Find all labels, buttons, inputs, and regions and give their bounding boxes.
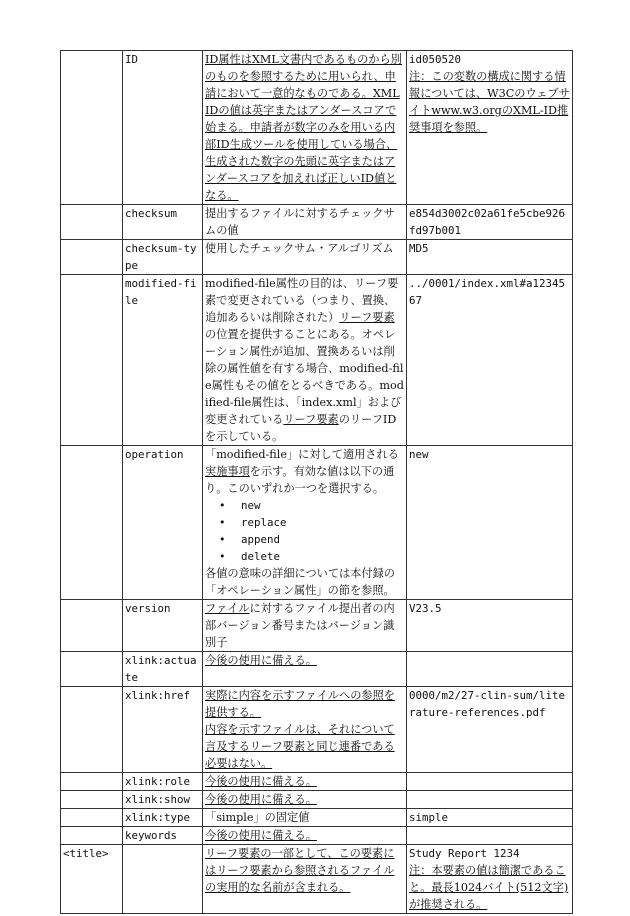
element-cell — [61, 809, 123, 827]
example-value — [407, 652, 573, 687]
list-item: • replace — [241, 514, 404, 531]
table-row — [61, 652, 573, 687]
attribute-table — [60, 50, 573, 914]
example-value: Study Report 1234 — [409, 847, 520, 860]
leaf-element-link[interactable]: リーフ要素 — [339, 311, 395, 324]
attribute-description: modified-file属性の目的は、リーフ要素で変更されている（つまり、置換、追加あるいは削除された）リーフ要素の位置を提供することにある。オペレーション属性が追加、置換あるいは削除の属性値を有する場合、modified-file属性もその値をとるべきである。modified-file属性は、「index.xml」および変更されているリーフ要素のリーフIDを示している。 — [203, 275, 407, 446]
table-row — [61, 240, 573, 275]
example-value — [407, 827, 573, 845]
attribute-name: checksum-type — [123, 240, 203, 275]
attribute-description: 今後の使用に備える。 — [203, 652, 407, 687]
attribute-name — [123, 845, 203, 914]
table-row — [61, 600, 573, 652]
list-item: • new — [241, 497, 404, 514]
file-link[interactable]: ファイル — [205, 602, 250, 615]
example-note: 注：この変数の構成に関する情報については、W3Cのウェブサイトwww.w3.orgのXML-ID推奨事項を参照。 — [409, 70, 570, 134]
attribute-description: 今後の使用に備える。 — [203, 791, 407, 809]
example-value: id050520 — [409, 53, 462, 66]
table-row — [61, 845, 573, 914]
example-value — [407, 773, 573, 791]
element-cell — [61, 275, 123, 446]
attribute-description: 実際に内容を示すファイルへの参照を提供する。 内容を示すファイルは、それについて言及するリーフ要素と同じ連番である必要はない。 — [203, 687, 407, 773]
element-example — [407, 845, 573, 914]
table-row — [61, 791, 573, 809]
table-row — [61, 51, 573, 205]
table-row — [61, 773, 573, 791]
element-name: <title> — [61, 845, 123, 914]
element-cell — [61, 600, 123, 652]
example-value — [407, 791, 573, 809]
attribute-name: xlink:role — [123, 773, 203, 791]
table-row — [61, 275, 573, 446]
attribute-name: checksum — [123, 205, 203, 240]
attribute-description: 「simple」の固定値 — [203, 809, 407, 827]
example-value: simple — [407, 809, 573, 827]
example-value: 0000/m2/27-clin-sum/literature-references.pdf — [407, 687, 573, 773]
element-cell — [61, 827, 123, 845]
element-cell — [61, 652, 123, 687]
table-row — [61, 809, 573, 827]
attribute-description: ファイルに対するファイル提出者の内部バージョン番号またはバージョン識別子 — [203, 600, 407, 652]
attribute-description: 提出するファイルに対するチェックサムの値 — [203, 205, 407, 240]
table-row — [61, 205, 573, 240]
attribute-name: modified-file — [123, 275, 203, 446]
attribute-description: ID属性はXML文書内であるものから別のものを参照するために用いられ、申請において一意的なものである。XMLIDの値は英字またはアンダースコアで始まる。申請者が数字のみを用いる内部ID生成ツールを使用している場合、生成された数字の先頭に英字またはアンダースコアを加えれば正しいID値となる。 — [203, 51, 407, 205]
attribute-name: xlink:type — [123, 809, 203, 827]
table-row — [61, 827, 573, 845]
attribute-name: version — [123, 600, 203, 652]
element-cell — [61, 446, 123, 600]
attribute-description: 「modified-file」に対して適用される実施事項を示す。有効な値は以下の通り。このいずれか一つを選択する。 • new • replace • append • delete 各値の意味の詳細については本付録の「オペレーション属性」の節を参照。 — [203, 446, 407, 600]
example-note: 注：本要素の値は簡潔であること。最長1024バイト(512文字)が推奨される。 — [409, 864, 569, 911]
example-value: e854d3002c02a61fe5cbe926fd97b001 — [407, 205, 573, 240]
list-item: • append — [241, 531, 404, 548]
attribute-example — [407, 51, 573, 205]
implementation-link[interactable]: 実施事項 — [205, 465, 250, 478]
example-value: MD5 — [407, 240, 573, 275]
example-value: new — [407, 446, 573, 600]
attribute-name: ID — [123, 51, 203, 205]
element-description: リーフ要素の一部として、この要素にはリーフ要素から参照されるファイルの実用的な名前が含まれる。 — [203, 845, 407, 914]
element-cell — [61, 205, 123, 240]
attribute-description: 使用したチェックサム・アルゴリズム — [203, 240, 407, 275]
attribute-name: xlink:actuate — [123, 652, 203, 687]
attribute-description: 今後の使用に備える。 — [203, 773, 407, 791]
list-item: • delete — [241, 548, 404, 565]
table-row — [61, 687, 573, 773]
attribute-name: operation — [123, 446, 203, 600]
element-cell — [61, 687, 123, 773]
element-cell — [61, 791, 123, 809]
element-cell — [61, 773, 123, 791]
element-cell — [61, 240, 123, 275]
example-value: V23.5 — [407, 600, 573, 652]
table-row — [61, 446, 573, 600]
example-value: ../0001/index.xml#a1234567 — [407, 275, 573, 446]
attribute-description: 今後の使用に備える。 — [203, 827, 407, 845]
attribute-name: xlink:show — [123, 791, 203, 809]
attribute-name: keywords — [123, 827, 203, 845]
operation-values-list — [205, 497, 404, 565]
element-cell — [61, 51, 123, 205]
attribute-name: xlink:href — [123, 687, 203, 773]
leaf-element-link[interactable]: リーフ要素 — [283, 413, 339, 426]
